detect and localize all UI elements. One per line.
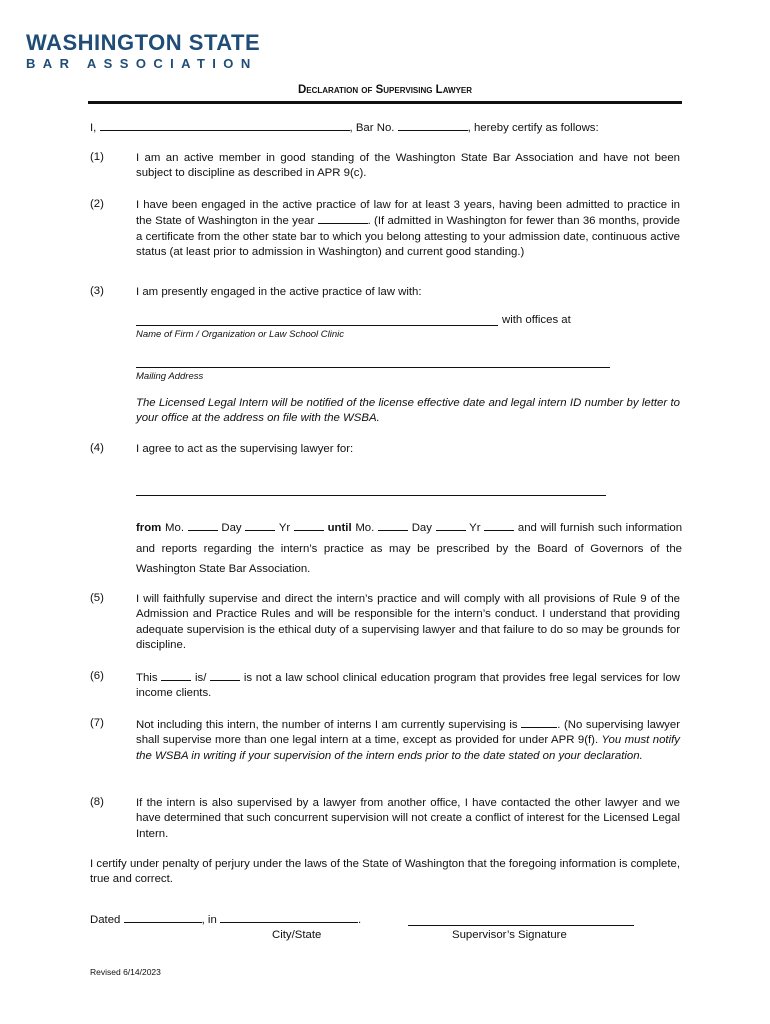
- from-year-field[interactable]: [294, 520, 324, 531]
- intern-name-field[interactable]: [136, 495, 606, 496]
- page-title: Declaration of Supervising Lawyer: [297, 84, 473, 96]
- item-2-text: I have been engaged in the active practice of law for at least 3 years, having been admitted to practice in the State of Washington in the year . (If admitted in Washington for fewer than 36 months, provide a certificate from the other state bar to which you belong attesting to your admission date, continuous active status (at least prior to admission in Washington) and current good standing.): [136, 199, 680, 258]
- bar-number-field[interactable]: [398, 120, 468, 131]
- until-day-field[interactable]: [436, 520, 466, 531]
- item-6-text: This is/ is not a law school clinical education program that provides free legal services for low income clients.: [136, 672, 681, 700]
- item-number: (5): [90, 592, 104, 604]
- item-3-text: I am presently engaged in the active practice of law with:: [136, 286, 422, 298]
- from-month-field[interactable]: [188, 520, 218, 531]
- intern-count-field[interactable]: [521, 717, 557, 728]
- signature-field[interactable]: [408, 925, 634, 926]
- item-number: (2): [90, 198, 104, 210]
- item-number: (1): [90, 151, 104, 163]
- name-field[interactable]: [100, 120, 350, 131]
- item-number: (8): [90, 796, 104, 808]
- notice-text: The Licensed Legal Intern will be notified of the license effective date and legal intern ID number by letter to your office at the address on file with the WSBA.: [136, 397, 680, 425]
- item-number: (3): [90, 285, 104, 297]
- item-7-text: Not including this intern, the number of interns I am currently supervising is . (No supervising lawyer shall supervise more than one legal intern at a time, except as provided for under APR 9(f). You must notify the WSBA in writing if your supervision of the intern ends prior to the date stated on your declaration.: [136, 719, 680, 762]
- firm-name-field[interactable]: [136, 325, 498, 326]
- is-not-program-field[interactable]: [210, 670, 240, 681]
- mailing-address-field[interactable]: [136, 367, 610, 368]
- item-4-text: I agree to act as the supervising lawyer for:: [136, 443, 354, 455]
- title-rule: [88, 101, 682, 104]
- wsba-logo-line2: BAR ASSOCIATION: [26, 56, 258, 71]
- until-month-field[interactable]: [378, 520, 408, 531]
- wsba-logo-line1: WASHINGTON STATE: [26, 30, 261, 55]
- intro-line: I, , Bar No. , hereby certify as follows:: [90, 122, 599, 134]
- city-state-field[interactable]: [220, 912, 358, 923]
- date-field[interactable]: [124, 912, 202, 923]
- address-caption: Mailing Address: [136, 371, 204, 382]
- until-year-field[interactable]: [484, 520, 514, 531]
- item-5-text: I will faithfully supervise and direct the intern’s practice and will comply with all provisions of Rule 9 of the Admission and Practice Rules and will be responsible for the intern’s conduct. I understand that providing adequate supervision is the ethical duty of a supervising lawyer and that failure to do so may be grounds for discipline.: [136, 593, 680, 651]
- certification-text: I certify under penalty of perjury under the laws of the State of Washington that the foregoing information is complete, true and correct.: [90, 858, 680, 886]
- revised-date: Revised 6/14/2023: [90, 967, 161, 977]
- firm-caption: Name of Firm / Organization or Law School Clinic: [136, 329, 345, 340]
- offices-at-label: with offices at: [502, 314, 571, 326]
- dated-line: Dated , in .: [90, 914, 362, 926]
- item-number: (6): [90, 670, 104, 682]
- admission-year-field[interactable]: [318, 213, 368, 224]
- signature-caption: Supervisor’s Signature: [452, 929, 567, 941]
- item-8-text: If the intern is also supervised by a lawyer from another office, I have contacted the other lawyer and we have determined that such concurrent supervision will not create a conflict of interest for the Licensed Legal Intern.: [136, 797, 680, 840]
- from-day-field[interactable]: [245, 520, 275, 531]
- item-number: (7): [90, 717, 104, 729]
- city-state-caption: City/State: [272, 929, 322, 941]
- date-range-text: from Mo. Day Yr until Mo. Day Yr and will furnish such information and reports regarding the intern’s practice as may be prescribed by the Board of Governors of the Washington State Bar Association.: [136, 522, 683, 575]
- is-program-field[interactable]: [161, 670, 191, 681]
- item-number: (4): [90, 442, 104, 454]
- item-1-text: I am an active member in good standing of the Washington State Bar Association and have not been subject to discipline as described in APR 9(c).: [136, 152, 680, 180]
